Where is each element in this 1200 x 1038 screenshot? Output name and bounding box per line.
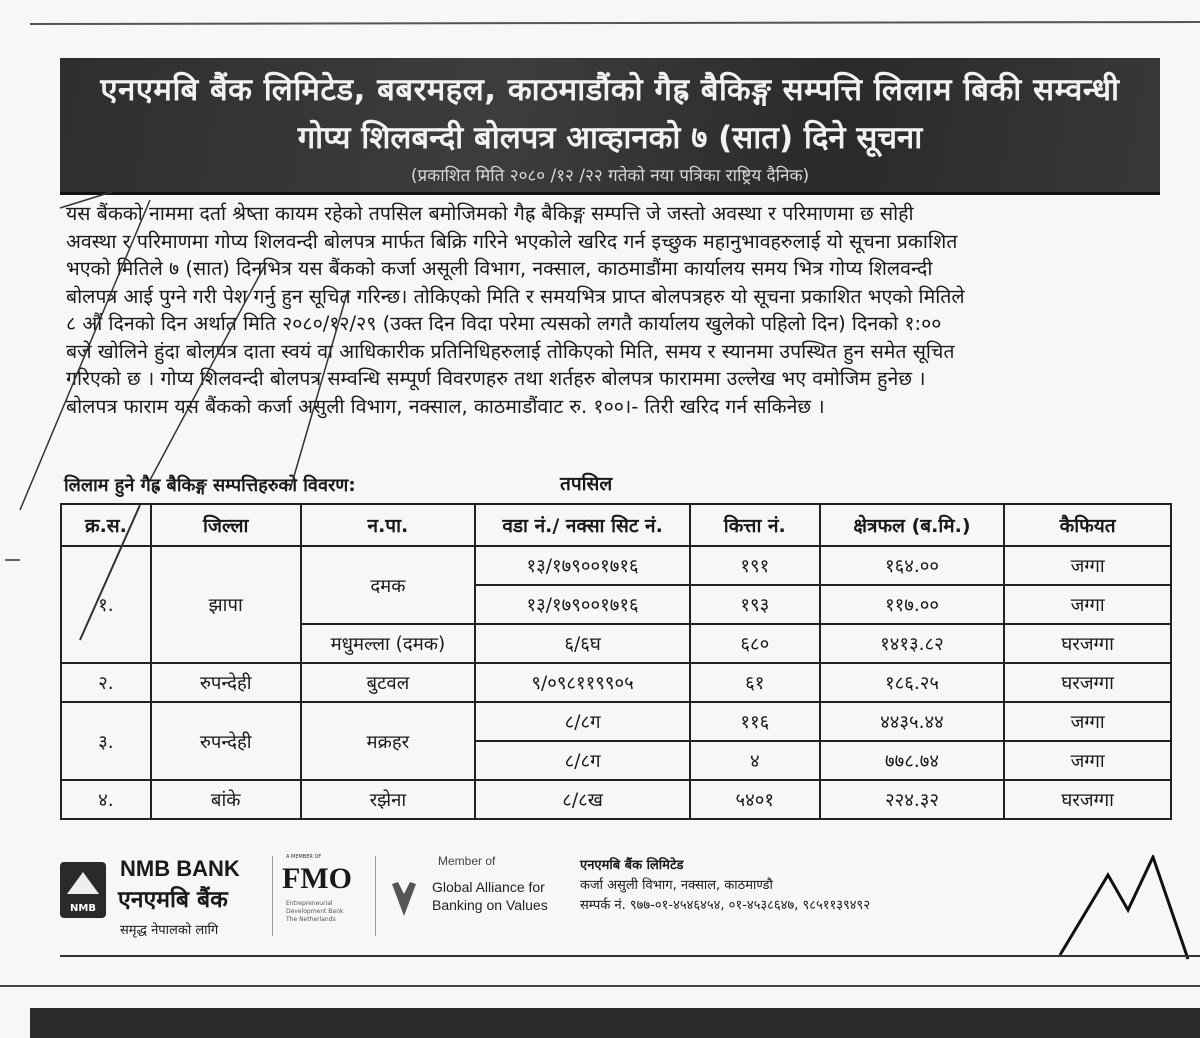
- mountain-outline-icon: [1030, 855, 1200, 975]
- footer-rule: [60, 955, 1200, 957]
- cell-remark: जग्गा: [1004, 546, 1171, 585]
- cell-area: ७७८.७४: [820, 741, 1005, 780]
- nmb-logo-icon: [60, 862, 106, 918]
- header-municipality: न.पा.: [301, 504, 476, 546]
- cell-remark: जग्गा: [1004, 585, 1171, 624]
- cell-kitta: १९३: [690, 585, 820, 624]
- gabv-line2: Banking on Values: [432, 897, 548, 913]
- cell-remark: जग्गा: [1004, 741, 1171, 780]
- footer-divider: [375, 856, 376, 936]
- header-kitta: कित्ता नं.: [690, 504, 820, 546]
- contact-block: [580, 856, 870, 916]
- page-rule-bottom: [0, 985, 1200, 987]
- gabv-logo-icon: [390, 880, 418, 918]
- schedule-label: तपसिल: [560, 473, 613, 495]
- cell-remark: घरजग्गा: [1004, 780, 1171, 819]
- header-remark: कैफियत: [1004, 504, 1171, 546]
- cell-kitta: ४: [690, 741, 820, 780]
- table-row: [61, 663, 1171, 702]
- table-row: [61, 780, 1171, 819]
- member-of-label: Member of: [438, 854, 496, 868]
- notice-footer: [50, 850, 1160, 948]
- cell-municipality: दमक: [301, 546, 476, 624]
- cell-municipality: मधुमल्ला (दमक): [301, 624, 476, 663]
- gabv-name: [432, 878, 548, 914]
- cell-remark: घरजग्गा: [1004, 624, 1171, 663]
- table-row: [61, 546, 1171, 585]
- notice-title-line1: एनएमबि बैंक लिमिटेड, बबरमहल, काठमाडौंको गैह्र बैकिङ्ग सम्पत्ति लिलाम बिकी सम्वन्धी: [100, 72, 1120, 108]
- contact-phone: सम्पर्क नं. ९७७-०१-४५४६४५४, ०१-४५३८६४७, ९८५११३९४९२: [580, 898, 871, 913]
- table-header-row: [61, 504, 1171, 546]
- cell-district: रुपन्देही: [151, 663, 301, 702]
- cell-kitta: ५४०१: [690, 780, 820, 819]
- header-ward-sheet: वडा नं./ नक्सा सिट नं.: [475, 504, 690, 546]
- cell-area: १८६.२५: [820, 663, 1005, 702]
- gabv-line1: Global Alliance for: [432, 879, 545, 895]
- mountain-icon: [67, 872, 99, 894]
- notice-title-line2: गोप्य शिलबन्दी बोलपत्र आव्हानको ७ (सात) दिने सूचना: [297, 120, 923, 156]
- cell-remark: घरजग्गा: [1004, 663, 1171, 702]
- cell-kitta: १९१: [690, 546, 820, 585]
- cell-area: २२४.३२: [820, 780, 1005, 819]
- bank-name-english: NMB BANK: [120, 856, 240, 881]
- cell-serial: २.: [61, 663, 151, 702]
- cell-municipality: मक्रहर: [301, 702, 476, 780]
- cell-area: १४१३.८२: [820, 624, 1005, 663]
- cell-kitta: ६१: [690, 663, 820, 702]
- notice-body: [66, 200, 1178, 420]
- bank-name-nepali: एनएमबि बैंक: [118, 887, 228, 913]
- header-district: जिल्ला: [151, 504, 301, 546]
- cell-area: ४४३५.४४: [820, 702, 1005, 741]
- notice-header-banner: [60, 58, 1160, 195]
- body-line: यस बैंकको नाममा दर्ता श्रेष्ता कायम रहेको तपसिल बमोजिमको गैह्र बैकिङ्ग सम्पत्ति जे जस्तो अवस्था र परिमाणमा छ सोही: [66, 202, 914, 225]
- assets-table: [60, 503, 1172, 820]
- body-line: बोलपत्र आई पुग्ने गरी पेश गर्नु हुन सूचित गरिन्छ। तोकिएको मिति र समयभित्र प्राप्त बोलपत्रहरु यो सूचना प्रकाशित भएको मितिले: [66, 284, 965, 308]
- cell-area: १६४.००: [820, 546, 1005, 585]
- cell-ward-sheet: ९/०९८११९९०५: [475, 663, 690, 702]
- fmo-subtitle-text: Entrepreneurial Development Bank: [286, 900, 344, 915]
- page-rule-top: [30, 21, 1200, 25]
- cell-ward-sheet: १३/१७९००१७१६: [475, 585, 690, 624]
- cell-ward-sheet: ६/६घ: [475, 624, 690, 663]
- body-line: ८ औं दिनको दिन अर्थात मिति २०८०/१२/२९ (उक्त दिन विदा परेमा त्यसको लगतै कार्यालय खुलेको पहिलो दिन) दिनको १:००: [66, 312, 942, 335]
- cell-kitta: ११६: [690, 702, 820, 741]
- contact-department: कर्जा असुली विभाग, नक्साल, काठमाण्डौ: [580, 878, 773, 893]
- body-line: गरिएको छ । गोप्य शिलवन्दी बोलपत्र सम्वन्धि सम्पूर्ण विवरणहरु तथा शर्तहरु बोलपत्र फाराममा उल्लेख भए वमोजिम हुनेछ ।: [66, 367, 926, 390]
- bank-tagline: समृद्ध नेपालको लागि: [120, 923, 219, 938]
- assets-section-label: लिलाम हुने गैह्र बैकिङ्ग सम्पत्तिहरुको विवरण:: [64, 475, 356, 496]
- cell-ward-sheet: १३/१७९००१७१६: [475, 546, 690, 585]
- header-serial: क्र.स.: [61, 504, 151, 546]
- body-line: बोलपत्र फाराम यस बैंकको कर्जा असुली विभाग, नक्साल, काठमाडौंवाट रु. १००।- तिरी खरिद गर्न सकिनेछ ।: [66, 394, 825, 418]
- publication-note: (प्रकाशित मिति २०८० /१२ /२२ गतेको नया पत्रिका राष्ट्रिय दैनिक): [410, 166, 810, 186]
- cell-municipality: रझेना: [301, 780, 476, 819]
- body-line: भएको मितिले ७ (सात) दिनभित्र यस बैंकको कर्जा असूली विभाग, नक्साल, काठमाडौंमा कार्यालय समय भित्र गोप्य शिलवन्दी: [66, 257, 933, 280]
- contact-name: एनएमबि बैंक लिमिटेड: [580, 858, 684, 873]
- fmo-top-text: A MEMBER OF: [286, 854, 322, 860]
- cell-municipality: बुटवल: [301, 663, 476, 702]
- cell-serial: १.: [61, 546, 151, 663]
- cell-district: झापा: [151, 546, 301, 663]
- fmo-logo: FMO: [282, 862, 352, 895]
- cell-remark: जग्गा: [1004, 702, 1171, 741]
- cell-area: ११७.००: [820, 585, 1005, 624]
- body-line: अवस्था र परिमाणमा गोप्य शिलवन्दी बोलपत्र मार्फत बिक्रि गरिने भएकोले खरिद गर्न इच्छुक महानुभावहरुलाई यो सूचना प्रकाशित: [66, 229, 958, 253]
- cell-serial: ३.: [61, 702, 151, 780]
- cell-district: रुपन्देही: [151, 702, 301, 780]
- next-notice-banner-edge: [30, 1008, 1200, 1038]
- header-area: क्षेत्रफल (ब.मि.): [820, 504, 1005, 546]
- cell-serial: ४.: [61, 780, 151, 819]
- body-line: बजे खोलिने हुंदा बोलपत्र दाता स्वयं वा आधिकारीक प्रतिनिधिहरुलाई तोकिएको मिति, समय र स्यानमा उपस्थित हुन समेत सूचित: [66, 339, 955, 363]
- cell-ward-sheet: ८/८ग: [475, 741, 690, 780]
- cell-ward-sheet: ८/८ग: [475, 702, 690, 741]
- fmo-subtitle: [286, 900, 346, 924]
- footer-divider: [272, 856, 273, 936]
- cell-ward-sheet: ८/८ख: [475, 780, 690, 819]
- cell-district: बांके: [151, 780, 301, 819]
- fmo-country: The Netherlands: [286, 916, 336, 923]
- table-row: [61, 702, 1171, 741]
- cell-kitta: ६८०: [690, 624, 820, 663]
- nmb-logo-text: NMB: [70, 903, 96, 914]
